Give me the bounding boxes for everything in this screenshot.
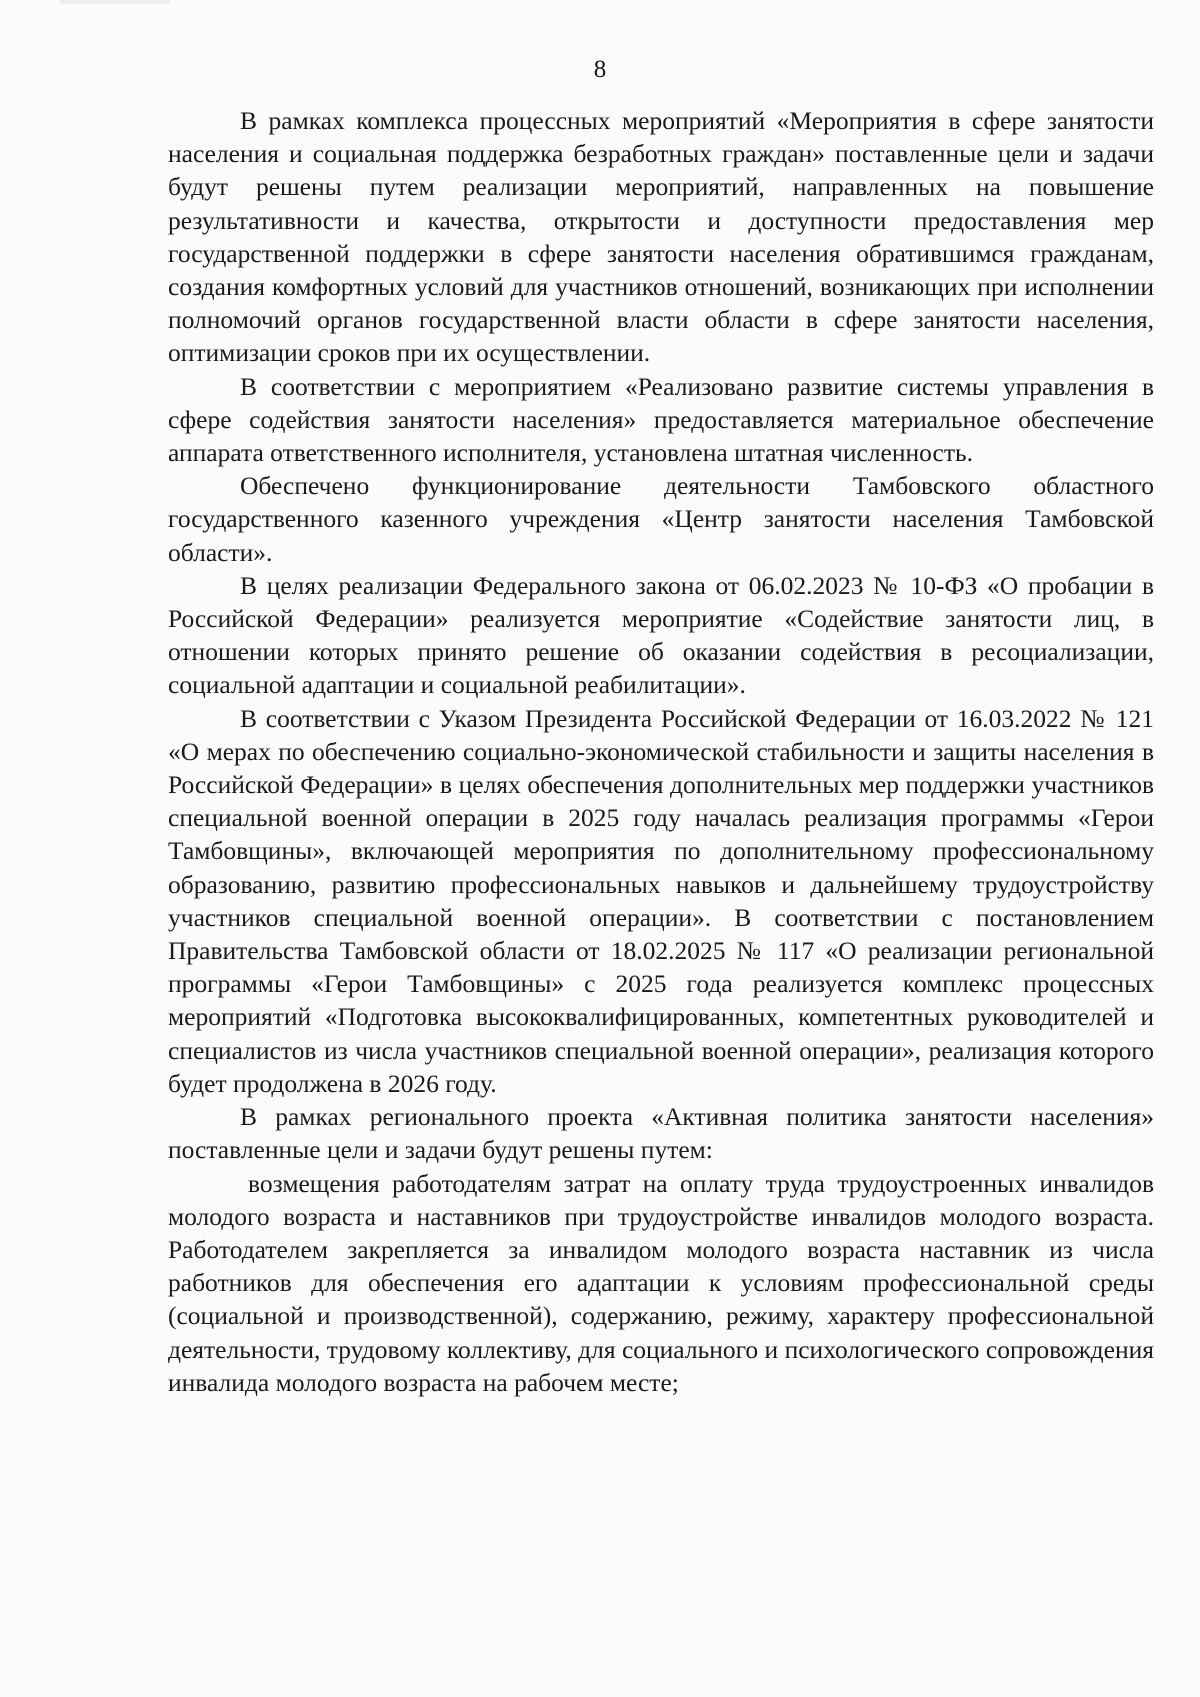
paragraph-probation-law: В целях реализации Федерального закона от 06.02.2023 № 10-ФЗ «О пробации в Российской Федерации» реализуется мероприятие «Содействие занятости лиц, в отношении которых принято решение об оказании содействия в ресоциализации, социальной адаптации и социальной реабилитации». <box>168 570 1154 700</box>
paragraph-employer-compensation: возмещения работодателям затрат на оплату труда трудоустроенных инвалидов молодого возраста и наставников при трудоустройстве инвалидов молодого возраста. Работодателем закрепляется за инвалидом молодого возраста наставник из числа работников для обеспечения его адаптации к условиям профессиональной среды (социальной и производственной), содержанию, режиму, характеру профессиональной деятельности, трудовому коллективу, для социального и психологического сопровождения инвалида молодого возраста на рабочем месте; <box>168 1168 1154 1397</box>
page-number: 8 <box>593 56 607 83</box>
paragraph-employment-center: Обеспечено функционирование деятельности Тамбовского областного государственного казенного учреждения «Центр занятости населения Тамбовской области». <box>168 471 1154 567</box>
paragraph-heroes-program: В соответствии с Указом Президента Российской Федерации от 16.03.2022 № 121 «О мерах по обеспечению социально-экономической стабильности и защиты населения в Российской Федерации» в целях обеспечения дополнительных мер поддержки участников специальной военной операции в 2025 году началась реализация программы «Герои Тамбовщины», включающей мероприятия по дополнительному профессиональному образованию, развитию профессиональных навыков и дальнейшему трудоустройству участников специальной военной операции». В соответствии с постановлением Правительства Тамбовской области от 18.02.2025 № 117 «О реализации региональной программы «Герои Тамбовщины» с 2025 года реализуется комплекс процессных мероприятий «Подготовка высококвалифицированных, компетентных руководителей и специалистов из числа участников специальной военной операции», реализация которого будет продолжена в 2026 году. <box>168 703 1154 1098</box>
document-body <box>168 104 1154 1399</box>
scan-artifact <box>60 0 170 4</box>
paragraph-employment-measures: В рамках комплекса процессных мероприятий «Мероприятия в сфере занятости населения и социальная поддержка безработных граждан» поставленные цели и задачи будут решены путем реализации мероприятий, направленных на повышение результативности и качества, открытости и доступности предоставления мер государственной поддержки в сфере занятости населения обратившимся гражданам, создания комфортных условий для участников отношений, возникающих при исполнении полномочий органов государственной власти области в сфере занятости населения, оптимизации сроков при их осуществлении. <box>168 106 1154 368</box>
paragraph-management-system: В соответствии с мероприятием «Реализовано развитие системы управления в сфере содействия занятости населения» предоставляется материальное обеспечение аппарата ответственного исполнителя, установлена штатная численность. <box>168 371 1154 468</box>
paragraph-regional-project: В рамках регионального проекта «Активная политика занятости населения» поставленные цели и задачи будут решены путем: <box>168 1102 1154 1165</box>
